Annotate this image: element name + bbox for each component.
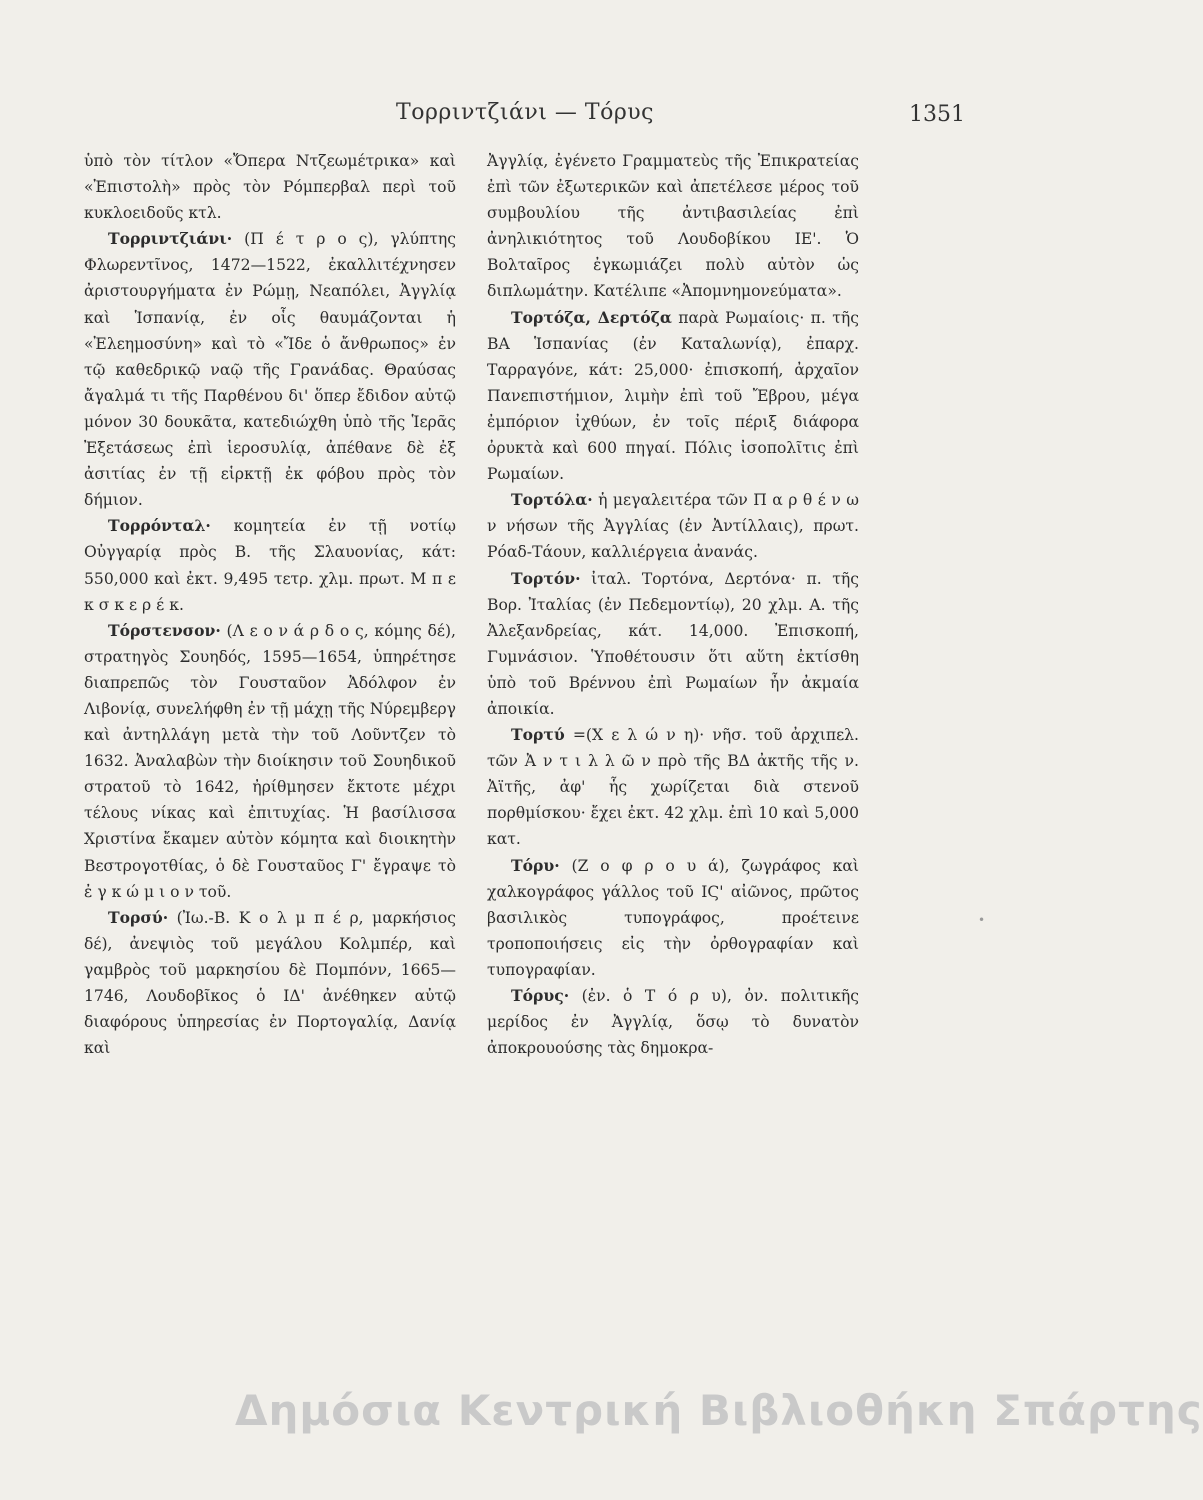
- dictionary-entry: [487, 566, 859, 723]
- entry-text: Ἀγγλίᾳ, ἐγένετο Γραμματεὺς τῆς Ἐπικρατείας ἐπὶ τῶν ἐξωτερικῶν καὶ ἀπετέλεσε μέρος τοῦ συμβουλίου τῆς ἀντιβασιλείας ἐπὶ ἀνηλικιότητος τοῦ Λουδοβίκου ΙΕ'. Ὁ Βολταῖρος ἐγκωμιάζει πολὺ αὐτὸν ὡς διπλωμάτην. Κατέλιπε «Ἀπομνημονεύματα».: [487, 152, 859, 301]
- library-watermark: Δημόσια Κεντρική Βιβλιοθήκη Σπάρτης: [235, 1386, 1203, 1435]
- entry-text: παρὰ Ρωμαίοις· π. τῆς ΒΑ Ἱσπανίας (ἐν Καταλωνίᾳ), ἐπαρχ. Ταρραγόνε, κάτ: 25,000· ἐπισκοπή, ἀρχαῖον Πανεπιστήμιον, λιμὴν ἐπὶ τοῦ Ἔβρου, μέγα ἐμπόριον ἰχθύων, ἐν τοῖς πέριξ διάφορα ὀρυκτὰ καὶ 600 πηγαί. Πόλις ἰσοπολῖτις ἐπὶ Ρωμαίων.: [487, 308, 859, 484]
- entry-headword: Τορριντζιάνι·: [108, 229, 233, 249]
- dictionary-entry: [487, 305, 859, 488]
- entry-text: ἡ μεγαλειτέρα τῶν Π α ρ θ έ ν ω ν νήσων τῆς Ἀγγλίας (ἐν Ἀντίλλαις), πρωτ. Ρόαδ-Τάουν, καλλιέργεια ἀνανάς.: [487, 491, 859, 562]
- entry-headword: Τορσύ·: [108, 907, 169, 927]
- page-number: 1351: [909, 102, 965, 127]
- dictionary-entry: [487, 722, 859, 852]
- entry-text: (Λ ε ο ν ά ρ δ ο ς, κόμης δέ), στρατηγὸς Σουηδός, 1595—1654, ὑπηρέτησε διαπρεπῶς τὸν Γουσταῦον Ἀδόλφον ἐν Λιβονίᾳ, συνελήφθη ἐν τῇ μάχῃ τῆς Νύρεμβεργ καὶ ἀντηλλάγη μετὰ τὴν τοῦ Λοῦντζεν τὸ 1632. Ἀναλαβὼν τὴν διοίκησιν τοῦ Σουηδικοῦ στρατοῦ τὸ 1642, ἠρίθμησεν ἔκτοτε μέχρι τέλους νίκας καὶ ἐπιτυχίας. Ἡ βασίλισσα Χριστίνα ἔκαμεν αὐτὸν κόμητα καὶ διοικητὴν Βεστρογοτθίας, ὁ δὲ Γουσταῦος Γ' ἔγραψε τὸ ἐ γ κ ώ μ ι ο ν τοῦ.: [84, 621, 456, 901]
- entry-headword: Τόρυ·: [511, 855, 560, 875]
- dictionary-entry: [84, 905, 456, 1062]
- entry-text: (ἐν. ὁ Τ ό ρ υ), ὀν. πολιτικῆς μερίδος ἐν Ἀγγλίᾳ, ὅσῳ τὸ δυνατὸν ἀποκρουούσης τὰς δημοκρα-: [487, 987, 859, 1058]
- entry-headword: Τόρστενσον·: [108, 620, 221, 640]
- entry-text: (Ἰω.-Β. Κ ο λ μ π έ ρ, μαρκήσιος δέ), ἀνεψιὸς τοῦ μεγάλου Κολμπέρ, καὶ γαμβρὸς τοῦ μαρκησίου δὲ Πομπόνν, 1665—1746, Λουδοβῖκος ὁ ΙΔ' ἀνέθηκεν αὐτῷ διαφόρους ὑπηρεσίας ἐν Πορτογαλίᾳ, Δανίᾳ καὶ: [84, 908, 456, 1058]
- dictionary-entry: [487, 983, 859, 1061]
- margin-dot-icon: •: [978, 913, 986, 927]
- entry-headword: Τορτύ: [511, 725, 565, 745]
- entry-headword: Τορρόνταλ·: [108, 516, 211, 536]
- entry-text: (Π έ τ ρ ο ς), γλύπτης Φλωρεντῖνος, 1472—1522, ἐκαλλιτέχνησεν ἀριστουργήματα ἐν Ρώμῃ, Νεαπόλει, Ἀγγλίᾳ καὶ Ἱσπανίᾳ, ἐν οἷς θαυμάζονται ἡ «Ἐλεημοσύνη» καὶ τὸ «Ἴδε ὁ ἄνθρωπος» ἐν τῷ καθεδρικῷ ναῷ τῆς Γρανάδας. Θραύσας ἄγαλμά τι τῆς Παρθένου δι' ὅπερ ἔδιδον αὐτῷ μόνον 30 δουκᾶτα, κατεδιώχθη ὑπὸ τῆς Ἱερᾶς Ἐξετάσεως ἐπὶ ἱεροσυλίᾳ, ἀπέθανε δὲ ἐξ ἀσιτίας ἐν τῇ εἱρκτῇ ἐκ φόβου πρὸς τὸν δήμιον.: [84, 230, 456, 510]
- dictionary-entry: [487, 853, 859, 983]
- entry-text: ἰταλ. Τορτόνα, Δερτόνα· π. τῆς Βορ. Ἰταλίας (ἐν Πεδεμοντίῳ), 20 χλμ. Α. τῆς Ἀλεξανδρείας, κάτ. 14,000. Ἐπισκοπή, Γυμνάσιον. Ὑποθέτουσιν ὅτι αὕτη ἐκτίσθη ὑπὸ τοῦ Βρέννου ἐπὶ Ρωμαίων ἦν ἀκμαία ἀποικία.: [487, 569, 859, 718]
- dictionary-entry: [487, 487, 859, 565]
- page-header: [85, 100, 965, 140]
- entry-headword: Τορτόζα, Δερτόζα: [511, 307, 672, 327]
- entry-headword: Τορτόλα·: [511, 490, 593, 510]
- right-column: [487, 148, 859, 1061]
- dictionary-entry: [84, 618, 456, 905]
- entry-headword: Τορτόν·: [511, 568, 581, 588]
- entry-text: =(Χ ε λ ώ ν η)· νῆσ. τοῦ ἀρχιπελ. τῶν Ἀ ν τ ι λ λ ῶ ν πρὸ τῆς ΒΔ ἀκτῆς τῆς ν. Ἀϊτῆς, ἀφ' ἧς χωρίζεται διὰ στενοῦ πορθμίσκου· ἔχει ἐκτ. 42 χλμ. ἐπὶ 10 καὶ 5,000 κατ.: [487, 726, 859, 849]
- dictionary-entry: [84, 226, 456, 513]
- dictionary-entry: [84, 148, 456, 226]
- dictionary-entry: [487, 148, 859, 305]
- running-title: Τορριντζιάνι — Τόρυς: [396, 100, 654, 125]
- entry-text: (Ζ ο φ ρ ο υ ά), ζωγράφος καὶ χαλκογράφος γάλλος τοῦ ΙϚ' αἰῶνος, πρῶτος βασιλικὸς τυπογράφος, προέτεινε τροποποιήσεις εἰς τὴν ὀρθογραφίαν καὶ τυπογραφίαν.: [487, 856, 859, 979]
- entry-text: κομητεία ἐν τῇ νοτίῳ Οὐγγαρίᾳ πρὸς Β. τῆς Σλαυονίας, κάτ: 550,000 καὶ ἐκτ. 9,495 τετρ. χλμ. πρωτ. Μ π ε κ σ κ ε ρ έ κ.: [84, 517, 456, 614]
- left-column: [84, 148, 456, 1061]
- entry-text: ὑπὸ τὸν τίτλον «Ὄπερα Ντζεωμέτρικα» καὶ «Ἐπιστολὴ» πρὸς τὸν Ρόμπερβαλ περὶ τοῦ κυκλοειδοῦς κτλ.: [84, 152, 456, 223]
- entry-headword: Τόρυς·: [511, 986, 570, 1005]
- dictionary-entry: [84, 513, 456, 617]
